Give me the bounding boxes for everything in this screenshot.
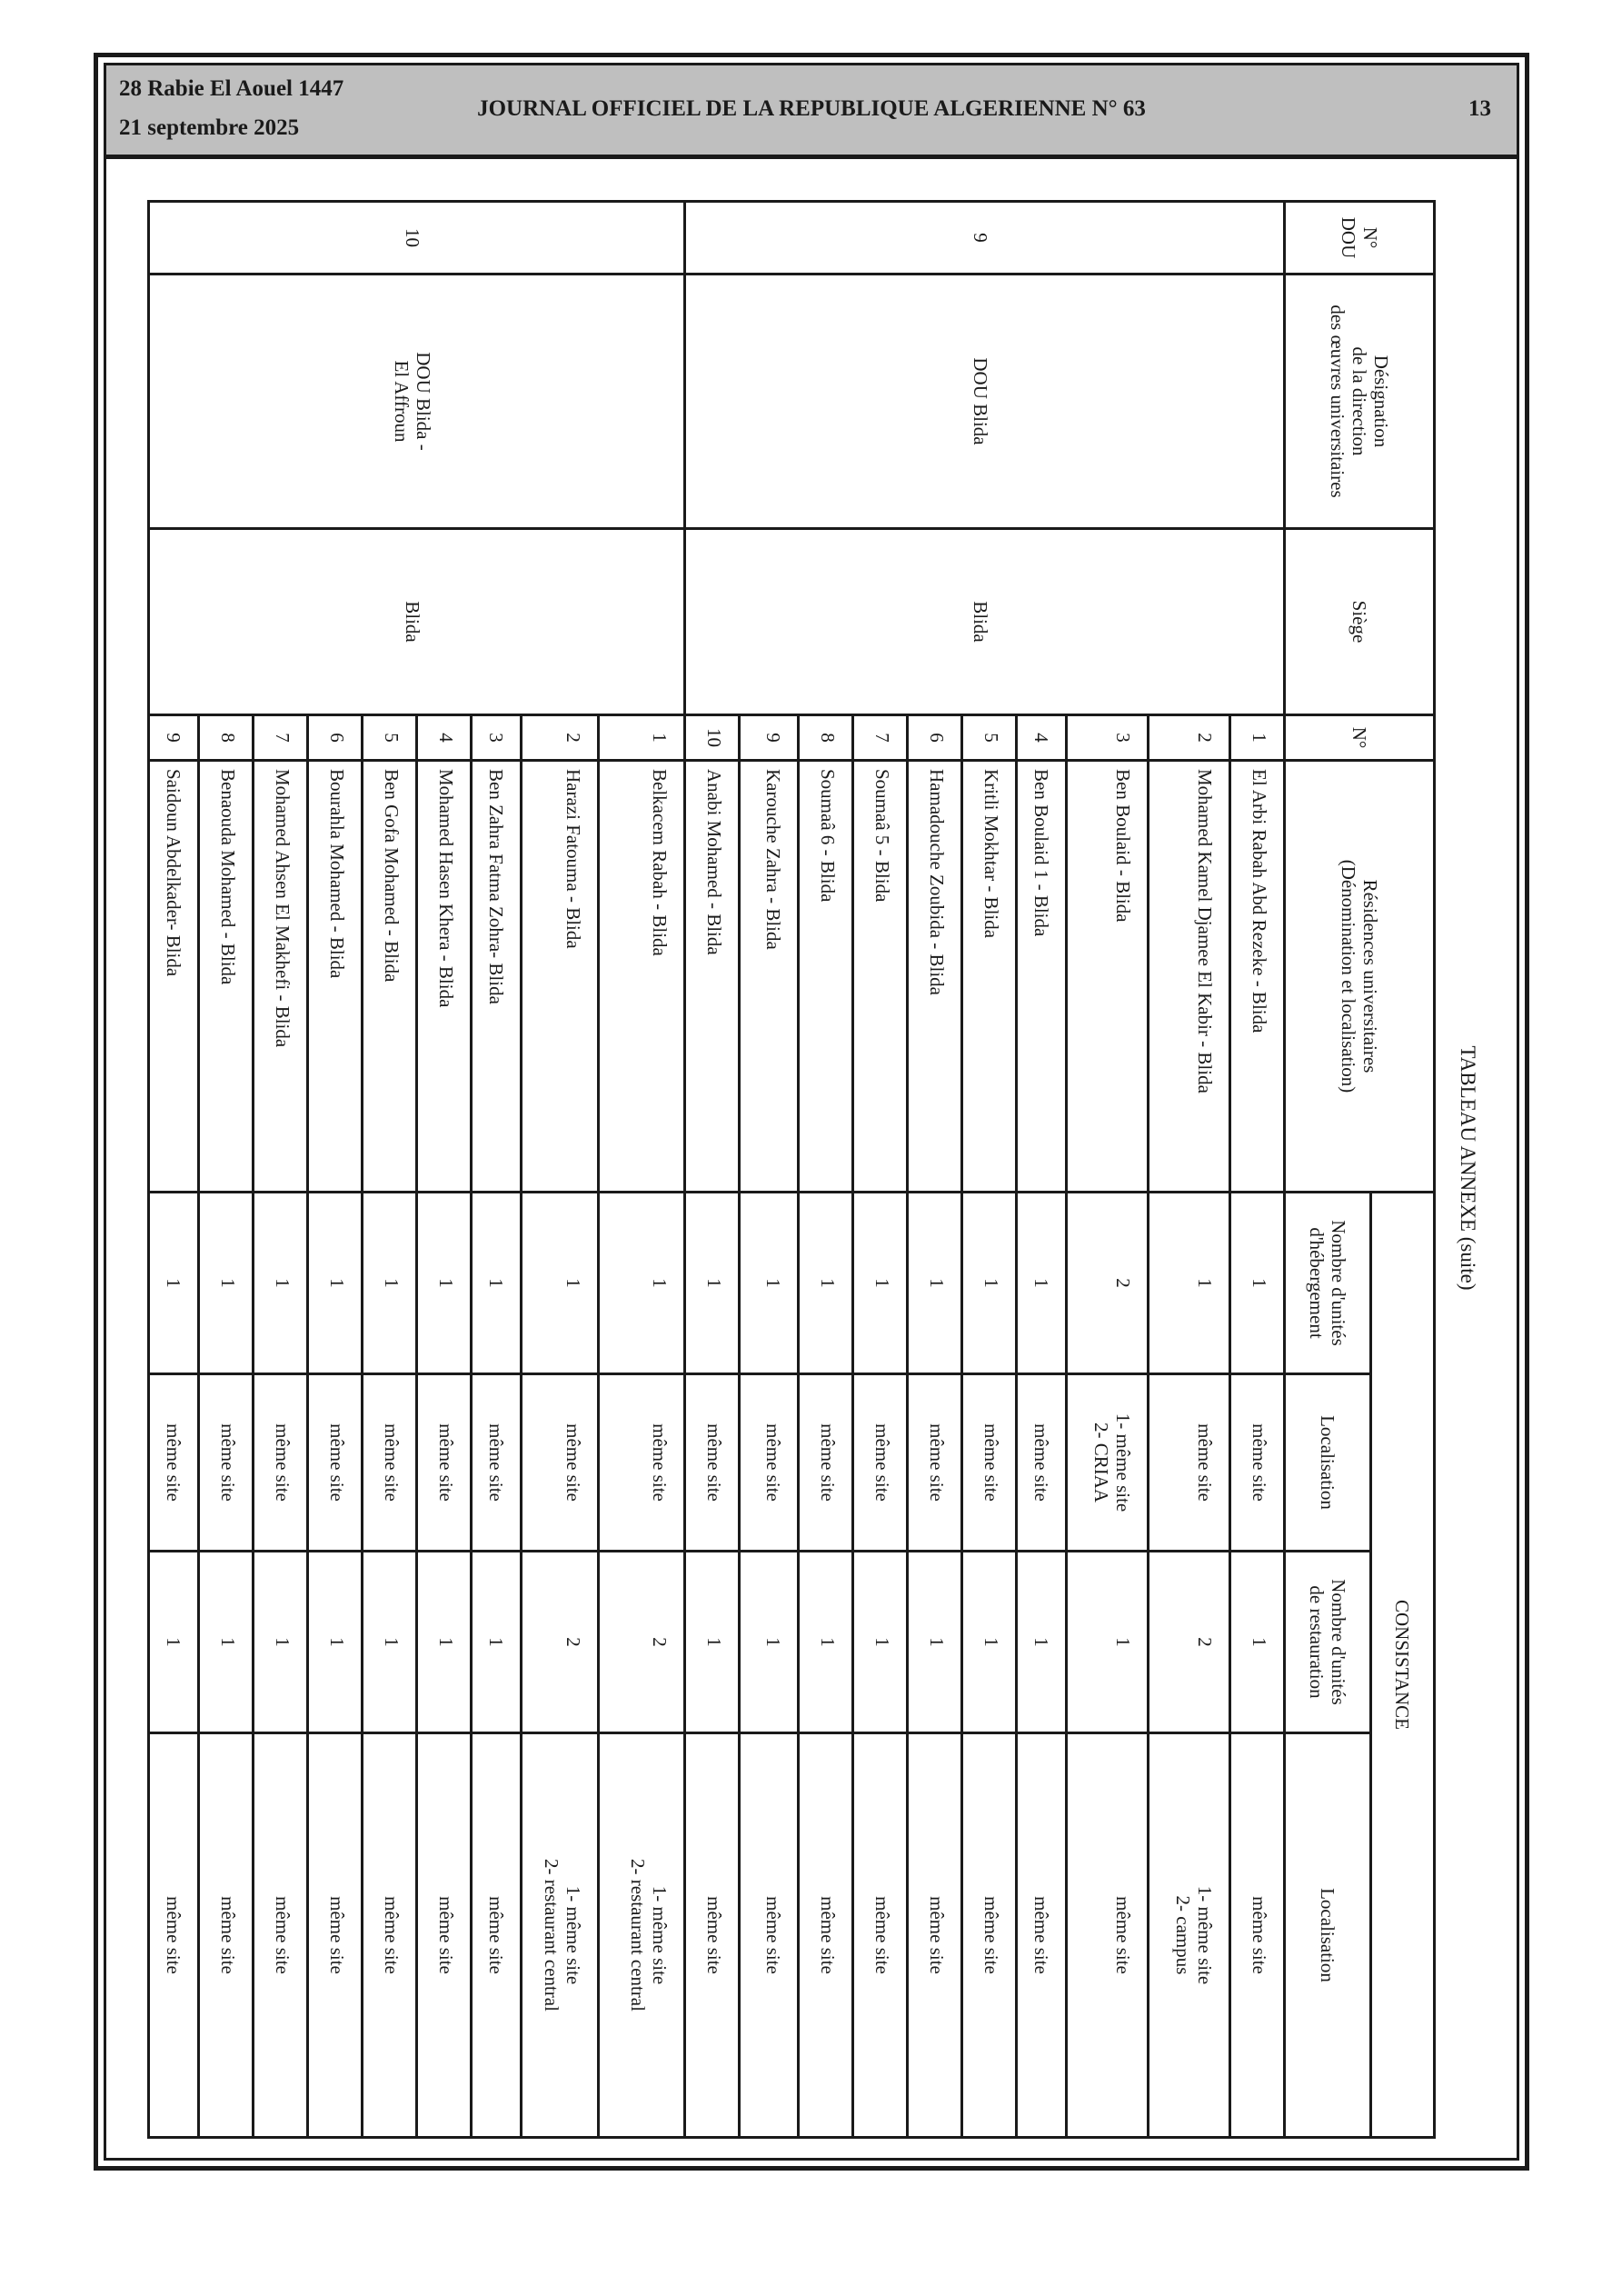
residence-number-cell: 2 (522, 715, 599, 761)
header-siege: Siège (1285, 529, 1435, 715)
residence-number-cell: 1 (1230, 715, 1285, 761)
hijri-date: 28 Rabie El Aouel 1447 (119, 76, 344, 101)
table-body (149, 202, 1285, 2138)
heb-location-cell: même site (908, 1374, 962, 1552)
residence-name-cell: Mohamed Hasen Khera - Blida (417, 761, 472, 1193)
residence-number-cell: 10 (685, 715, 740, 761)
residence-number-cell: 3 (472, 715, 522, 761)
rest-location-cell: 1- même site 2- restaurant central (599, 1733, 685, 2138)
residence-name-cell: Belkacem Rabah - Blida (599, 761, 685, 1193)
rest-count-cell: 2 (1149, 1552, 1230, 1733)
rest-count-cell: 1 (1067, 1552, 1149, 1733)
residence-name-cell: Ben Gofa Mohamed - Blida (363, 761, 417, 1193)
rest-location-cell: même site (740, 1733, 799, 2138)
residence-number-cell: 7 (853, 715, 908, 761)
residence-number-cell: 6 (908, 715, 962, 761)
heb-count-cell: 1 (908, 1193, 962, 1374)
heb-count-cell: 1 (962, 1193, 1017, 1374)
rest-count-cell: 1 (1230, 1552, 1285, 1733)
heb-location-cell: même site (1017, 1374, 1067, 1552)
heb-location-cell: même site (472, 1374, 522, 1552)
rest-count-cell: 1 (149, 1552, 199, 1733)
heb-count-cell: 1 (254, 1193, 308, 1374)
heb-location-cell: même site (308, 1374, 363, 1552)
header-rest-loc: Localisation (1285, 1733, 1371, 2138)
rest-count-cell: 1 (962, 1552, 1017, 1733)
heb-count-cell: 1 (1017, 1193, 1067, 1374)
residence-name-cell: Karouche Zahra - Blida (740, 761, 799, 1193)
residence-number-cell: 4 (417, 715, 472, 761)
rest-location-cell: même site (149, 1733, 199, 2138)
residence-number-cell: 8 (199, 715, 254, 761)
heb-count-cell: 1 (740, 1193, 799, 1374)
residence-name-cell: Saidoun Abdelkader- Blida (149, 761, 199, 1193)
rest-count-cell: 1 (363, 1552, 417, 1733)
heb-location-cell: même site (199, 1374, 254, 1552)
header-residences: Résidences universitaires (Dénomination et localisation) (1285, 761, 1435, 1193)
rest-count-cell: 1 (472, 1552, 522, 1733)
heb-count-cell: 1 (308, 1193, 363, 1374)
rest-location-cell: même site (1067, 1733, 1149, 2138)
rest-location-cell: même site (254, 1733, 308, 2138)
gregorian-date: 21 septembre 2025 (119, 115, 300, 140)
rest-location-cell: même site (363, 1733, 417, 2138)
residence-number-cell: 5 (363, 715, 417, 761)
heb-count-cell: 1 (799, 1193, 853, 1374)
page-number: 13 (1468, 96, 1491, 121)
rest-location-cell: même site (962, 1733, 1017, 2138)
residence-name-cell: Ben Boulaid - Blida (1067, 761, 1149, 1193)
header-rest-count: Nombre d'unités de restauration (1285, 1552, 1371, 1733)
residence-number-cell: 9 (740, 715, 799, 761)
rest-count-cell: 1 (308, 1552, 363, 1733)
header-heb-count: Nombre d'unités d'hébergement (1285, 1193, 1371, 1374)
heb-location-cell: 1- même site 2- CRIAA (1067, 1374, 1149, 1552)
residence-name-cell: Hamadouche Zoubida - Blida (908, 761, 962, 1193)
rest-count-cell: 1 (799, 1552, 853, 1733)
heb-location-cell: même site (1149, 1374, 1230, 1552)
heb-location-cell: même site (417, 1374, 472, 1552)
heb-count-cell: 1 (522, 1193, 599, 1374)
heb-count-cell: 1 (599, 1193, 685, 1374)
heb-count-cell: 1 (685, 1193, 740, 1374)
header-designation: Désignation de la direction des œuvres universitaires (1285, 275, 1435, 529)
residence-name-cell: Benaouda Mohamed - Blida (199, 761, 254, 1193)
residence-number-cell: 6 (308, 715, 363, 761)
rest-count-cell: 1 (908, 1552, 962, 1733)
residence-number-cell: 8 (799, 715, 853, 761)
residence-number-cell: 5 (962, 715, 1017, 761)
heb-location-cell: même site (799, 1374, 853, 1552)
heb-location-cell: même site (254, 1374, 308, 1552)
journal-title: JOURNAL OFFICIEL DE LA REPUBLIQUE ALGERIENNE N° 63 (477, 96, 1146, 121)
residence-number-cell: 3 (1067, 715, 1149, 761)
annex-table (147, 200, 1436, 2139)
heb-count-cell: 2 (1067, 1193, 1149, 1374)
heb-location-cell: même site (363, 1374, 417, 1552)
residence-name-cell: Bourahla Mohamed - Blida (308, 761, 363, 1193)
heb-count-cell: 1 (853, 1193, 908, 1374)
heb-location-cell: même site (522, 1374, 599, 1552)
rest-count-cell: 1 (254, 1552, 308, 1733)
rest-location-cell: 1- même site 2- restaurant central (522, 1733, 599, 2138)
residence-number-cell: 9 (149, 715, 199, 761)
rest-count-cell: 1 (1017, 1552, 1067, 1733)
header-no: N° (1285, 715, 1435, 761)
rest-count-cell: 1 (417, 1552, 472, 1733)
heb-location-cell: même site (1230, 1374, 1285, 1552)
rest-location-cell: même site (853, 1733, 908, 2138)
rest-count-cell: 1 (740, 1552, 799, 1733)
residence-number-cell: 7 (254, 715, 308, 761)
dou-siege-cell: Blida (685, 529, 1285, 715)
dou-designation-cell: DOU Blida - El Affroun (149, 275, 685, 529)
rotated-table-container (147, 200, 1490, 2136)
heb-count-cell: 1 (199, 1193, 254, 1374)
rest-count-cell: 1 (685, 1552, 740, 1733)
rest-location-cell: même site (199, 1733, 254, 2138)
residence-name-cell: Anabi Mohamed - Blida (685, 761, 740, 1193)
rest-count-cell: 2 (522, 1552, 599, 1733)
residence-name-cell: Soumaâ 6 - Blida (799, 761, 853, 1193)
header-no-dou: N° DOU (1285, 202, 1435, 275)
rest-location-cell: même site (308, 1733, 363, 2138)
heb-location-cell: même site (599, 1374, 685, 1552)
residence-name-cell: Harazi Fatouma - Blida (522, 761, 599, 1193)
residence-name-cell: El Arbi Rabah Abd Rezeke - Blida (1230, 761, 1285, 1193)
residence-name-cell: Mohamed Kamel Djamee El Kabir - Blida (1149, 761, 1230, 1193)
heb-count-cell: 1 (472, 1193, 522, 1374)
rest-location-cell: même site (799, 1733, 853, 2138)
heb-count-cell: 1 (363, 1193, 417, 1374)
dou-siege-cell: Blida (149, 529, 685, 715)
rest-location-cell: même site (908, 1733, 962, 2138)
journal-header (106, 65, 1517, 159)
heb-location-cell: même site (685, 1374, 740, 1552)
heb-count-cell: 1 (1149, 1193, 1230, 1374)
header-consistance: CONSISTANCE (1371, 1193, 1435, 2138)
header-heb-loc: Localisation (1285, 1374, 1371, 1552)
residence-number-cell: 1 (599, 715, 685, 761)
heb-count-cell: 1 (149, 1193, 199, 1374)
table-row (599, 202, 685, 2138)
rest-location-cell: même site (1017, 1733, 1067, 2138)
dou-number-cell: 10 (149, 202, 685, 275)
rest-count-cell: 2 (599, 1552, 685, 1733)
rest-count-cell: 1 (853, 1552, 908, 1733)
table-title: TABLEAU ANNEXE (suite) (1457, 1045, 1479, 1291)
heb-location-cell: même site (853, 1374, 908, 1552)
residence-name-cell: Ben Zahra Fatma Zohra- Blida (472, 761, 522, 1193)
heb-location-cell: même site (740, 1374, 799, 1552)
heb-count-cell: 1 (1230, 1193, 1285, 1374)
rest-count-cell: 1 (199, 1552, 254, 1733)
heb-location-cell: même site (962, 1374, 1017, 1552)
residence-name-cell: Soumaâ 5 - Blida (853, 761, 908, 1193)
rest-location-cell: 1- même site 2- campus (1149, 1733, 1230, 2138)
residence-name-cell: Kritli Mokhtar - Blida (962, 761, 1017, 1193)
residence-name-cell: Ben Boulaid 1 - Blida (1017, 761, 1067, 1193)
dou-number-cell: 9 (685, 202, 1285, 275)
rest-location-cell: même site (1230, 1733, 1285, 2138)
heb-location-cell: même site (149, 1374, 199, 1552)
residence-name-cell: Mohamed Ahsen El Makhefi - Blida (254, 761, 308, 1193)
residence-number-cell: 4 (1017, 715, 1067, 761)
rest-location-cell: même site (472, 1733, 522, 2138)
rest-location-cell: même site (685, 1733, 740, 2138)
heb-count-cell: 1 (417, 1193, 472, 1374)
residence-number-cell: 2 (1149, 715, 1230, 761)
dou-designation-cell: DOU Blida (685, 275, 1285, 529)
table-row (1230, 202, 1285, 2138)
rest-location-cell: même site (417, 1733, 472, 2138)
